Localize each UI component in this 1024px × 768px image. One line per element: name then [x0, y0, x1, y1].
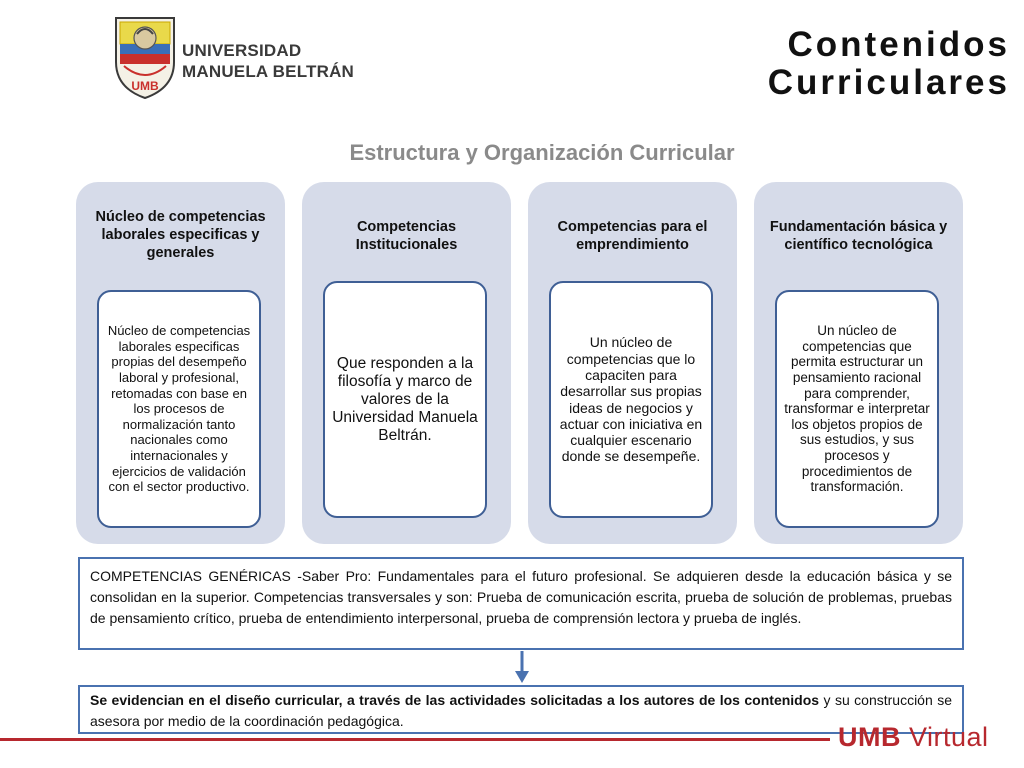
footer-brand-umb: UMB: [838, 722, 909, 752]
column-fundamentacion: [754, 182, 963, 544]
page-title-line2: Curriculares: [767, 63, 1010, 102]
column-description: Que responden a la filosofía y marco de valores de la Universidad Manuela Beltrán.: [332, 354, 478, 444]
column-heading: Núcleo de competencias laborales especificas y generales: [95, 209, 266, 261]
column-heading: Competencias Institucionales: [355, 219, 458, 253]
page-title: [768, 26, 1010, 102]
column-heading: Competencias para el emprendimiento: [557, 219, 708, 253]
footer-brand-logo: [838, 722, 989, 753]
column-description-box: [323, 281, 487, 518]
university-seal-icon: [110, 14, 180, 100]
evidence-bold-text: Se evidencian en el diseño curricular, a través de las actividades solicitadas a los autores de los contenidos: [90, 692, 820, 708]
page-subtitle: Estructura y Organización Curricular: [349, 140, 735, 165]
university-name-line2: MANUELA BELTRÁN: [182, 62, 355, 81]
generic-competences-box: [78, 557, 964, 650]
column-description-box: [97, 290, 261, 528]
column-description-box: [775, 290, 939, 528]
down-arrow-icon: [512, 651, 532, 685]
column-laborales: [76, 182, 285, 544]
generic-competences-text: COMPETENCIAS GENÉRICAS -Saber Pro: Fundamentales para el futuro profesional. Se adquieren desde la educación básica y se consolidan en la superior. Competencias transversales y son: Prueba de comunicación escrita, prueba de solución de problemas, pruebas de pensamiento crítico, prueba de entendimiento interpersonal, prueba de comprensión lectora y prueba de inglés.: [90, 568, 952, 626]
university-name-line1: UNIVERSIDAD: [182, 41, 302, 60]
column-description: Un núcleo de competencias que permita estructurar un pensamiento racional para comprender, transformar e interpretar los objetos propios de sus estudios, y sus procesos y procedimientos de transformación.: [784, 323, 930, 495]
column-heading: Fundamentación básica y científico tecnológica: [769, 219, 948, 253]
evidence-normal-text: y su construcción se asesora por medio de la coordinación pedagógica.: [90, 692, 952, 729]
evidence-box: [78, 685, 964, 734]
seal-text: UMB: [131, 79, 159, 93]
column-description-box: [549, 281, 713, 518]
column-emprendimiento: [528, 182, 737, 544]
footer-brand-virtual: Virtual: [909, 722, 989, 752]
university-name: [182, 40, 354, 82]
column-institucionales: [302, 182, 511, 544]
column-description: Un núcleo de competencias que lo capaciten para desarrollar sus propias ideas de negocios y actuar con iniciativa en cualquier escenario donde se desempeñe.: [559, 334, 703, 465]
footer-divider: [0, 738, 830, 741]
university-logo: [110, 14, 355, 104]
page-title-line1: Contenidos: [787, 25, 1010, 64]
column-description: Núcleo de competencias laborales especificas propias del desempeño laboral y profesional, retomadas con base en los procesos de normalización tanto nacionales como internacionales y ejercicios de validación con el sector productivo.: [107, 323, 251, 495]
